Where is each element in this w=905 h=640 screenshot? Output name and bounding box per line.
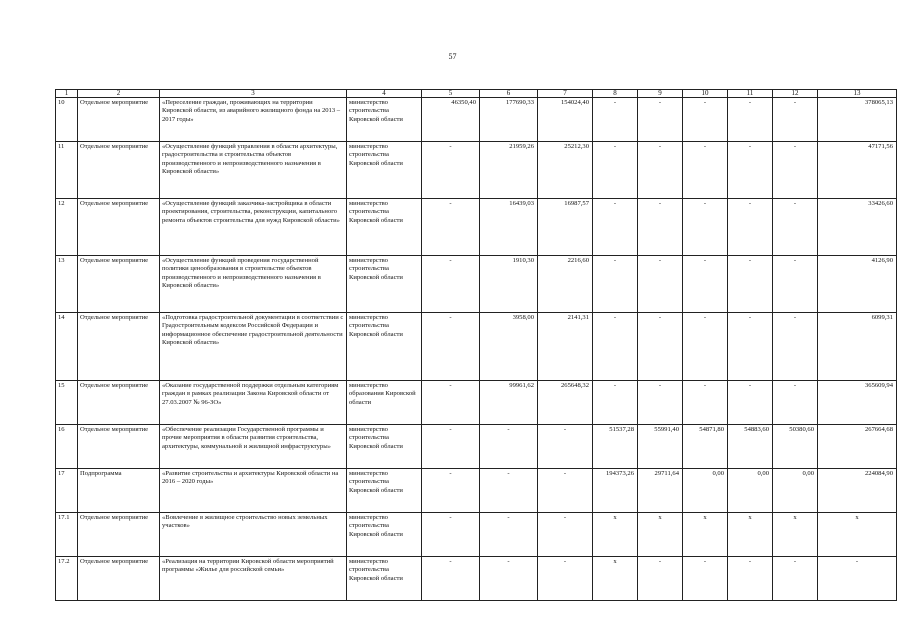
value-col-10: - [683,142,728,199]
item-type: Отдельное мероприятие [78,381,160,425]
value-col-9: х [638,513,683,557]
value-col-11: - [728,142,773,199]
value-col-6: 16439,03 [480,199,538,256]
value-col-5: - [422,313,480,381]
value-total: - [818,557,897,601]
value-col-11: - [728,199,773,256]
value-col-5: - [422,142,480,199]
item-type: Отдельное мероприятие [78,142,160,199]
value-col-12: х [773,513,818,557]
item-type: Отдельное мероприятие [78,199,160,256]
value-col-10: - [683,98,728,142]
item-type: Отдельное мероприятие [78,557,160,601]
column-number-1: 1 [56,90,78,98]
item-name: «Осуществление функций заказчика-застройщика в области проектирования, строительства, реконструкции, капитального ремонта объектов строительства для нужд Кировской области» [160,199,347,256]
value-col-7: 16987,57 [538,199,593,256]
value-col-9: - [638,381,683,425]
item-name: «Реализация на территории Кировской области мероприятий программы «Жилье для российской семьи» [160,557,347,601]
row-number: 10 [56,98,78,142]
row-number: 15 [56,381,78,425]
item-type: Отдельное мероприятие [78,313,160,381]
value-col-6: - [480,557,538,601]
column-number-5: 5 [422,90,480,98]
item-type: Отдельное мероприятие [78,256,160,313]
value-total: 33426,60 [818,199,897,256]
column-number-6: 6 [480,90,538,98]
value-col-7: - [538,425,593,469]
item-name: «Переселение граждан, проживающих на территории Кировской области, из аварийного жилищного фонда на 2013 – 2017 годы» [160,98,347,142]
value-col-9: - [638,256,683,313]
column-number-8: 8 [593,90,638,98]
column-number-13: 13 [818,90,897,98]
page-number: 57 [448,52,457,61]
value-total: 47171,56 [818,142,897,199]
value-col-11: х [728,513,773,557]
value-col-10: 0,00 [683,469,728,513]
value-col-12: - [773,98,818,142]
value-col-5: - [422,381,480,425]
column-number-row [56,90,897,98]
item-name: «Осуществление функций проведения государственной политики ценообразования в строительстве объектов производственного и непроизводственного назначения в Кировской области» [160,256,347,313]
row-number: 13 [56,256,78,313]
value-col-12: - [773,313,818,381]
item-name: «Обеспечение реализации Государственной программы и прочие мероприятия в области развития строительства, архитектуры, коммунальной и жилищной инфраструктуры» [160,425,347,469]
value-col-12: 50380,60 [773,425,818,469]
value-total: 378065,13 [818,98,897,142]
value-col-8: х [593,557,638,601]
value-col-6: - [480,469,538,513]
value-col-12: - [773,381,818,425]
value-col-7: 265648,32 [538,381,593,425]
program-table [55,89,897,601]
value-col-9: - [638,98,683,142]
value-col-11: - [728,313,773,381]
value-col-7: 154024,40 [538,98,593,142]
table-body [56,98,897,601]
responsible-executor: министерство строительства Кировской области [347,256,422,313]
table-row [56,199,897,256]
value-col-8: - [593,98,638,142]
value-col-5: - [422,256,480,313]
value-col-12: 0,00 [773,469,818,513]
value-col-7: 2216,60 [538,256,593,313]
value-col-5: - [422,199,480,256]
value-col-12: - [773,256,818,313]
table-row [56,513,897,557]
item-name: «Подготовка градостроительной документации в соответствии с Градостроительным кодексом Российской Федерации и информационное обеспечение градостроительной деятельности Кировской области» [160,313,347,381]
row-number: 17 [56,469,78,513]
row-number: 17.2 [56,557,78,601]
value-col-10: - [683,557,728,601]
value-col-8: 194373,26 [593,469,638,513]
value-col-10: - [683,381,728,425]
row-number: 16 [56,425,78,469]
value-col-10: - [683,256,728,313]
value-col-5: - [422,557,480,601]
value-col-7: 2141,31 [538,313,593,381]
row-number: 17.1 [56,513,78,557]
value-col-7: 25212,30 [538,142,593,199]
table-row [56,469,897,513]
value-col-6: - [480,425,538,469]
value-col-5: - [422,469,480,513]
responsible-executor: министерство строительства Кировской области [347,142,422,199]
responsible-executor: министерство образования Кировской области [347,381,422,425]
responsible-executor: министерство строительства Кировской области [347,425,422,469]
column-number-10: 10 [683,90,728,98]
value-col-12: - [773,557,818,601]
value-col-10: - [683,313,728,381]
value-col-11: 54883,60 [728,425,773,469]
item-type: Отдельное мероприятие [78,513,160,557]
value-total: 365609,94 [818,381,897,425]
item-name: «Развитие строительства и архитектуры Кировской области на 2016 – 2020 годы» [160,469,347,513]
table-row [56,256,897,313]
responsible-executor: министерство строительства Кировской области [347,313,422,381]
value-col-6: 177690,33 [480,98,538,142]
value-col-12: - [773,142,818,199]
value-total: 267664,68 [818,425,897,469]
value-col-5: - [422,513,480,557]
table-row [56,313,897,381]
column-number-4: 4 [347,90,422,98]
item-type: Отдельное мероприятие [78,425,160,469]
table-row [56,98,897,142]
column-number-7: 7 [538,90,593,98]
value-col-10: - [683,199,728,256]
value-col-6: 3958,00 [480,313,538,381]
value-total: 224084,90 [818,469,897,513]
item-name: «Оказание государственной поддержки отдельным категориям граждан в рамках реализации Закона Кировской области от 27.03.2007 № 96-ЗО» [160,381,347,425]
responsible-executor: министерство строительства Кировской области [347,199,422,256]
value-col-5: 46350,40 [422,98,480,142]
value-col-6: 99961,62 [480,381,538,425]
value-col-8: 51537,28 [593,425,638,469]
value-col-11: - [728,256,773,313]
value-col-7: - [538,513,593,557]
value-col-9: - [638,557,683,601]
column-number-11: 11 [728,90,773,98]
row-number: 11 [56,142,78,199]
value-col-11: - [728,381,773,425]
value-col-8: - [593,256,638,313]
value-total: 6099,31 [818,313,897,381]
column-number-2: 2 [78,90,160,98]
value-total: х [818,513,897,557]
column-number-12: 12 [773,90,818,98]
value-col-9: - [638,199,683,256]
row-number: 14 [56,313,78,381]
value-col-10: х [683,513,728,557]
value-col-8: - [593,313,638,381]
value-col-6: 1910,30 [480,256,538,313]
value-col-9: 55991,40 [638,425,683,469]
item-type: Подпрограмма [78,469,160,513]
item-name: «Осуществление функций управления в области архитектуры, градостроительства и строительства объектов производственного и непроизводственного назначения в Кировской области» [160,142,347,199]
value-col-6: - [480,513,538,557]
column-number-3: 3 [160,90,347,98]
responsible-executor: министерство строительства Кировской области [347,557,422,601]
value-col-8: - [593,381,638,425]
table-row [56,142,897,199]
value-col-9: 29711,64 [638,469,683,513]
table-row [56,425,897,469]
value-col-11: 0,00 [728,469,773,513]
table-row [56,557,897,601]
value-col-12: - [773,199,818,256]
row-number: 12 [56,199,78,256]
value-total: 4126,90 [818,256,897,313]
table-row [56,381,897,425]
value-col-8: х [593,513,638,557]
responsible-executor: министерство строительства Кировской области [347,513,422,557]
value-col-11: - [728,557,773,601]
item-type: Отдельное мероприятие [78,98,160,142]
value-col-10: 54871,80 [683,425,728,469]
column-number-9: 9 [638,90,683,98]
value-col-7: - [538,469,593,513]
value-col-8: - [593,199,638,256]
value-col-9: - [638,142,683,199]
value-col-7: - [538,557,593,601]
value-col-11: - [728,98,773,142]
responsible-executor: министерство строительства Кировской области [347,469,422,513]
value-col-8: - [593,142,638,199]
item-name: «Вовлечение в жилищное строительство новых земельных участков» [160,513,347,557]
responsible-executor: министерство строительства Кировской области [347,98,422,142]
value-col-5: - [422,425,480,469]
value-col-6: 21959,26 [480,142,538,199]
value-col-9: - [638,313,683,381]
